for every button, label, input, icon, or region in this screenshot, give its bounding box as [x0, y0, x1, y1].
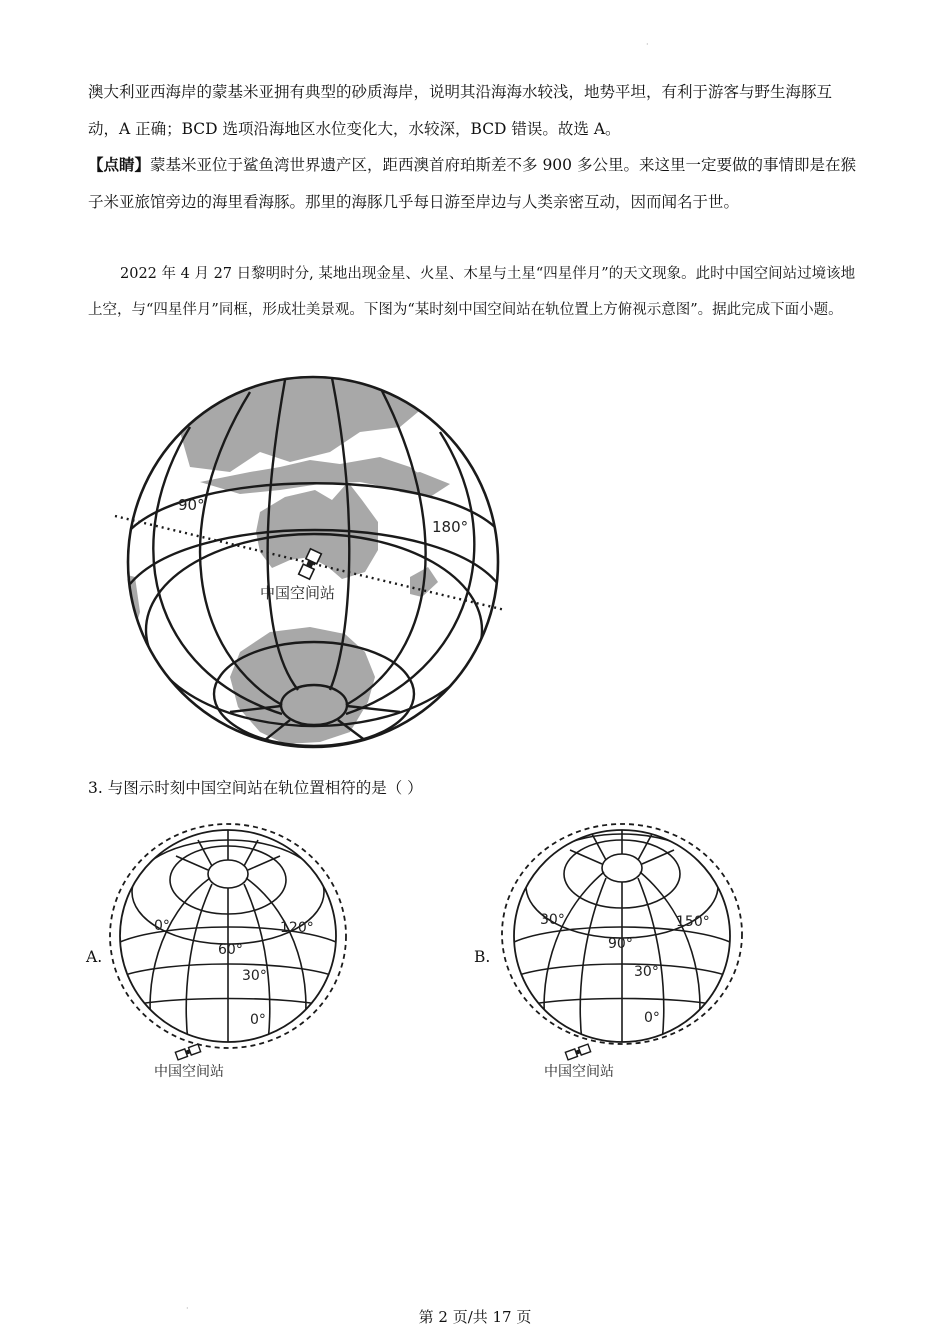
- option-b-figure[interactable]: [500, 826, 744, 1082]
- tip-paragraph: [88, 146, 862, 221]
- option-b-lon-left: 30°: [540, 912, 565, 928]
- tip-text: 蒙基米亚位于鲨鱼湾世界遗产区，距西澳首府珀斯差不多 900 多公里。来这里一定要做的事情即是在猴子米亚旅馆旁边的海里看海豚。那里的海豚几乎每日游至岸边与人类亲密互动，因而闻名于世。: [88, 156, 856, 211]
- option-a-figure[interactable]: [108, 826, 348, 1082]
- option-a-lon-right: 120°: [280, 920, 314, 936]
- option-b-lon-right: 150°: [676, 914, 710, 930]
- answer-explanation: 澳大利亚西海岸的蒙基米亚拥有典型的砂质海岸，说明其沿海海水较浅，地势平坦，有利于游客与野生海豚互动，A 正确；BCD 选项沿海地区水位变化大，水较深，BCD 错误。故选 A。: [88, 83, 833, 138]
- option-a-lon-left: 0°: [154, 918, 170, 934]
- option-b-lat-0: 0°: [644, 1010, 660, 1026]
- option-a-station-label: 中国空间站: [154, 1064, 224, 1080]
- label-180: 180°: [432, 518, 469, 536]
- option-a-lat-30: 30°: [242, 968, 267, 984]
- main-globe-figure: [110, 372, 510, 754]
- question-3: 3. 与图示时刻中国空间站在轨位置相符的是（ ）: [88, 779, 423, 797]
- option-b-letter[interactable]: B.: [474, 948, 491, 966]
- station-label: 中国空间站: [260, 584, 336, 602]
- page-footer: 第 2 页/共 17 页: [418, 1308, 532, 1326]
- tip-tag: 【点睛】: [88, 155, 151, 174]
- option-b-lon-mid: 90°: [608, 936, 633, 952]
- question-stem: 2022 年 4 月 27 日黎明时分, 某地出现金星、火星、木星与土星“四星伴月”的天文现象。此时中国空间站过境该地上空，与“四星伴月”同框，形成壮美景观。下图为“某时刻中国空间站在轨位置上方俯视示意图”。据此完成下面小题。: [88, 266, 856, 318]
- option-a-lon-mid: 60°: [218, 942, 243, 958]
- option-b-lat-30: 30°: [634, 964, 659, 980]
- option-b-station-label: 中国空间站: [544, 1064, 614, 1080]
- option-b-station-icon: [565, 1044, 590, 1060]
- label-90: 90°: [178, 496, 205, 514]
- option-a-letter[interactable]: A.: [86, 948, 103, 966]
- option-a-station-icon: [175, 1044, 200, 1060]
- option-a-lat-0: 0°: [250, 1012, 266, 1028]
